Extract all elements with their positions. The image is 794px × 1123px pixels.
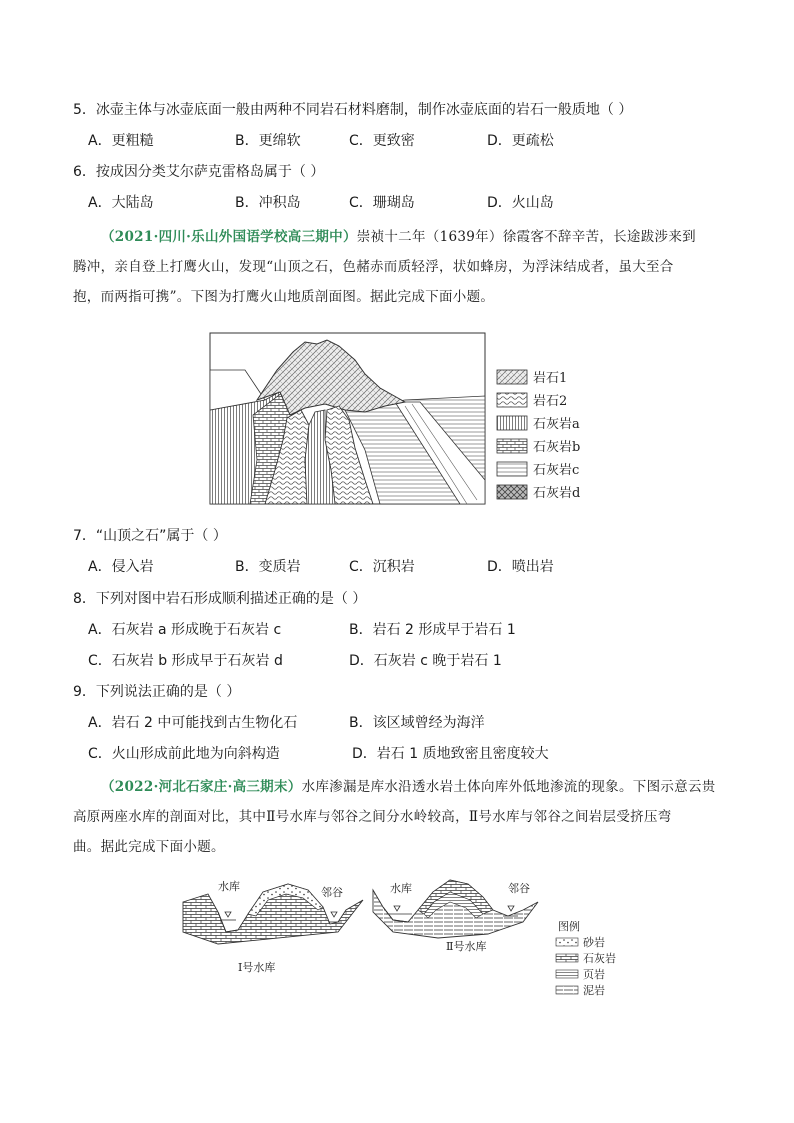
- reservoir-1-water-level-icon: [225, 912, 231, 917]
- q5-option-a[interactable]: A．更粗糙: [88, 133, 154, 149]
- q9-option-a[interactable]: A．岩石 2 中可能找到古生物化石: [88, 715, 298, 731]
- legend-title: 图例: [558, 920, 580, 933]
- legend-rock1: 岩石1: [533, 371, 568, 386]
- question-7-options: [88, 557, 728, 577]
- q8-option-c[interactable]: C．石灰岩 b 形成早于石灰岩 d: [88, 653, 283, 669]
- q8-option-a[interactable]: A．石灰岩 a 形成晚于石灰岩 c: [88, 622, 282, 638]
- question-8-options-row1: [88, 620, 728, 640]
- question-9-options-row2: [88, 744, 728, 764]
- legend-mudstone: 泥岩: [583, 984, 605, 997]
- q5-option-c[interactable]: C．更致密: [349, 133, 415, 149]
- q8-option-b[interactable]: B．岩石 2 形成早于岩石 1: [349, 622, 516, 638]
- reservoir-1-label: 水库: [218, 880, 240, 893]
- reservoir-1-profile: [183, 879, 363, 974]
- legend-limestone-b: 石灰岩b: [533, 440, 581, 455]
- reservoir-2-profile: [373, 880, 538, 953]
- valley-2-water-level-icon: [508, 906, 514, 911]
- q7-option-d[interactable]: D．喷出岩: [487, 559, 554, 575]
- passage-1-line-1: 崇祯十二年（1639年）徐霞客不辞辛苦，长途跋涉来到: [356, 229, 696, 245]
- passage-2-line-1: 水库渗漏是库水沿透水岩土体向库外低地渗流的现象。下图示意云贵: [301, 779, 716, 795]
- passage-1-line-3: 抱，而两指可携”。下图为打鹰火山地质剖面图。据此完成下面小题。: [73, 289, 495, 305]
- q9-option-d[interactable]: D．岩石 1 质地致密且密度较大: [352, 746, 549, 762]
- reservoir-legend: [556, 919, 616, 997]
- q9-option-c[interactable]: C．火山形成前此地为向斜构造: [88, 746, 280, 762]
- volcano-cross-section-figure: [205, 330, 595, 510]
- valley-1-label: 邻谷: [321, 886, 343, 899]
- q8-option-d[interactable]: D．石灰岩 c 晚于岩石 1: [349, 653, 502, 669]
- legend-rock2: 岩石2: [533, 394, 568, 409]
- passage-2: [73, 772, 723, 862]
- passage-1-line-2: 腾冲，亲自登上打鹰火山，发现“山顶之石，色赭赤而质轻浮，状如蜂房，为浮沫结成者，虽大至合: [73, 259, 674, 275]
- reservoir-2-label: 水库: [390, 882, 412, 895]
- legend-limestone-d: 石灰岩d: [533, 486, 581, 501]
- passage-1: [73, 222, 723, 312]
- q5-option-b[interactable]: B．更绵软: [235, 133, 301, 149]
- question-9-stem: 9．下列说法正确的是（ ）: [73, 684, 241, 700]
- reservoir-1-caption: Ⅰ号水库: [238, 961, 276, 974]
- q7-option-a[interactable]: A．侵入岩: [88, 559, 154, 575]
- cross-section-legend: [497, 370, 580, 501]
- passage-2-line-2: 高原两座水库的剖面对比，其中Ⅱ号水库与邻谷之间分水岭较高，Ⅱ号水库与邻谷之间岩层受挤压弯: [73, 809, 672, 825]
- question-6-stem: 6．按成因分类艾尔萨克雷格岛属于（ ）: [73, 164, 325, 180]
- question-8-options-row2: [88, 651, 728, 671]
- reservoir-comparison-figure: [178, 872, 628, 1007]
- legend-limestone-c: 石灰岩c: [533, 463, 580, 478]
- question-6-options: [88, 193, 728, 213]
- q6-option-d[interactable]: D．火山岛: [487, 195, 554, 211]
- question-5-options: [88, 131, 728, 151]
- q6-option-c[interactable]: C．珊瑚岛: [349, 195, 415, 211]
- q7-option-c[interactable]: C．沉积岩: [349, 559, 415, 575]
- question-7-stem: 7．“山顶之石”属于（ ）: [73, 528, 227, 544]
- passage-2-line-3: 曲。据此完成下面小题。: [73, 839, 225, 855]
- question-5-stem: 5．冰壶主体与冰壶底面一般由两种不同岩石材料磨制，制作冰壶底面的岩石一般质地（ ）: [73, 102, 633, 118]
- legend-sandstone: 砂岩: [583, 936, 605, 949]
- valley-1-water-level-icon: [331, 912, 337, 917]
- q6-option-a[interactable]: A．大陆岛: [88, 195, 154, 211]
- passage-1-source: （2021·四川·乐山外国语学校高三期中）: [101, 229, 357, 245]
- legend-limestone: 石灰岩: [583, 952, 616, 965]
- q9-option-b[interactable]: B．该区域曾经为海洋: [349, 715, 485, 731]
- reservoir-2-caption: Ⅱ号水库: [446, 940, 487, 953]
- valley-2-label: 邻谷: [508, 882, 530, 895]
- q6-option-b[interactable]: B．冲积岛: [235, 195, 301, 211]
- question-9-options-row1: [88, 713, 728, 733]
- q5-option-d[interactable]: D．更疏松: [487, 133, 554, 149]
- legend-shale: 页岩: [583, 968, 605, 981]
- q7-option-b[interactable]: B．变质岩: [235, 559, 301, 575]
- reservoir-2-water-level-icon: [394, 906, 400, 911]
- question-8-stem: 8．下列对图中岩石形成顺利描述正确的是（ ）: [73, 591, 367, 607]
- legend-limestone-a: 石灰岩a: [533, 417, 580, 432]
- passage-2-source: （2022·河北石家庄·高三期末）: [101, 779, 302, 795]
